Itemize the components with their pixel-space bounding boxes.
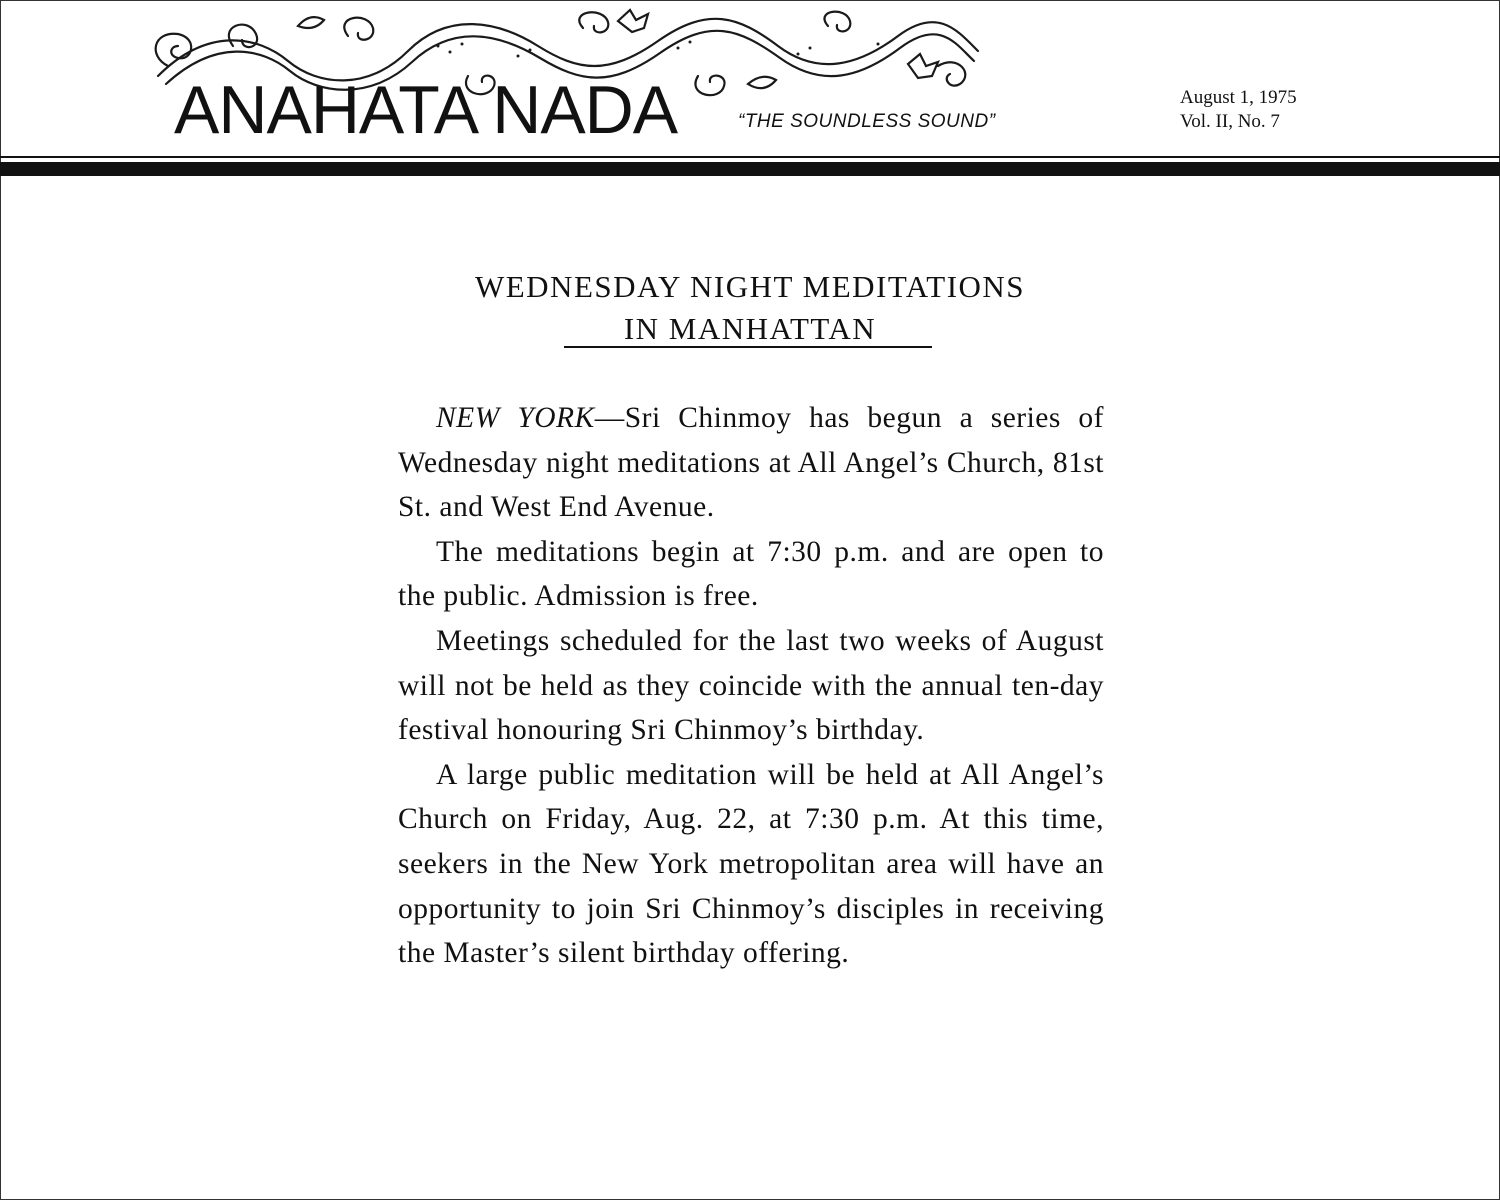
newsletter-title: ANAHATA NADA [174,72,678,148]
article-paragraph [398,396,1104,530]
issue-info [1180,86,1297,134]
masthead-thick-rule [0,162,1500,176]
issue-date: August 1, 1975 [1180,87,1297,108]
article-paragraph: A large public meditation will be held at All Angel’s Church on Friday, Aug. 22, at 7:30 p.m. At this time, seekers in the New York metropolitan area will have an opportunity to join Sri Chinmoy’s disciples in receiving the Master’s silent birthday offering. [398,758,1104,970]
paragraph-text: Sri Chinmoy has begun a series of Wednesday night meditations at All Angel’s Church, 81st St. and West End Avenue. [398,402,1104,524]
article-paragraph: Meetings scheduled for the last two weeks of August will not be held as they coincide with the annual ten-day festival honouring Sri Chinmoy’s birthday. [398,624,1104,747]
headline-underline [564,346,932,348]
newsletter-tagline: “THE SOUNDLESS SOUND” [738,111,996,132]
issue-volume: Vol. II, No. 7 [1180,111,1280,132]
article-body [398,396,1104,976]
article-headline [360,266,1140,350]
dateline: NEW YORK [436,402,595,434]
masthead-thin-rule [0,156,1500,158]
dateline-dash: — [594,402,625,434]
headline-line-2: IN MANHATTAN [623,311,877,346]
article-paragraph: The meditations begin at 7:30 p.m. and are open to the public. Admission is free. [398,535,1104,613]
headline-line-1: WEDNESDAY NIGHT MEDITATIONS [474,269,1026,304]
